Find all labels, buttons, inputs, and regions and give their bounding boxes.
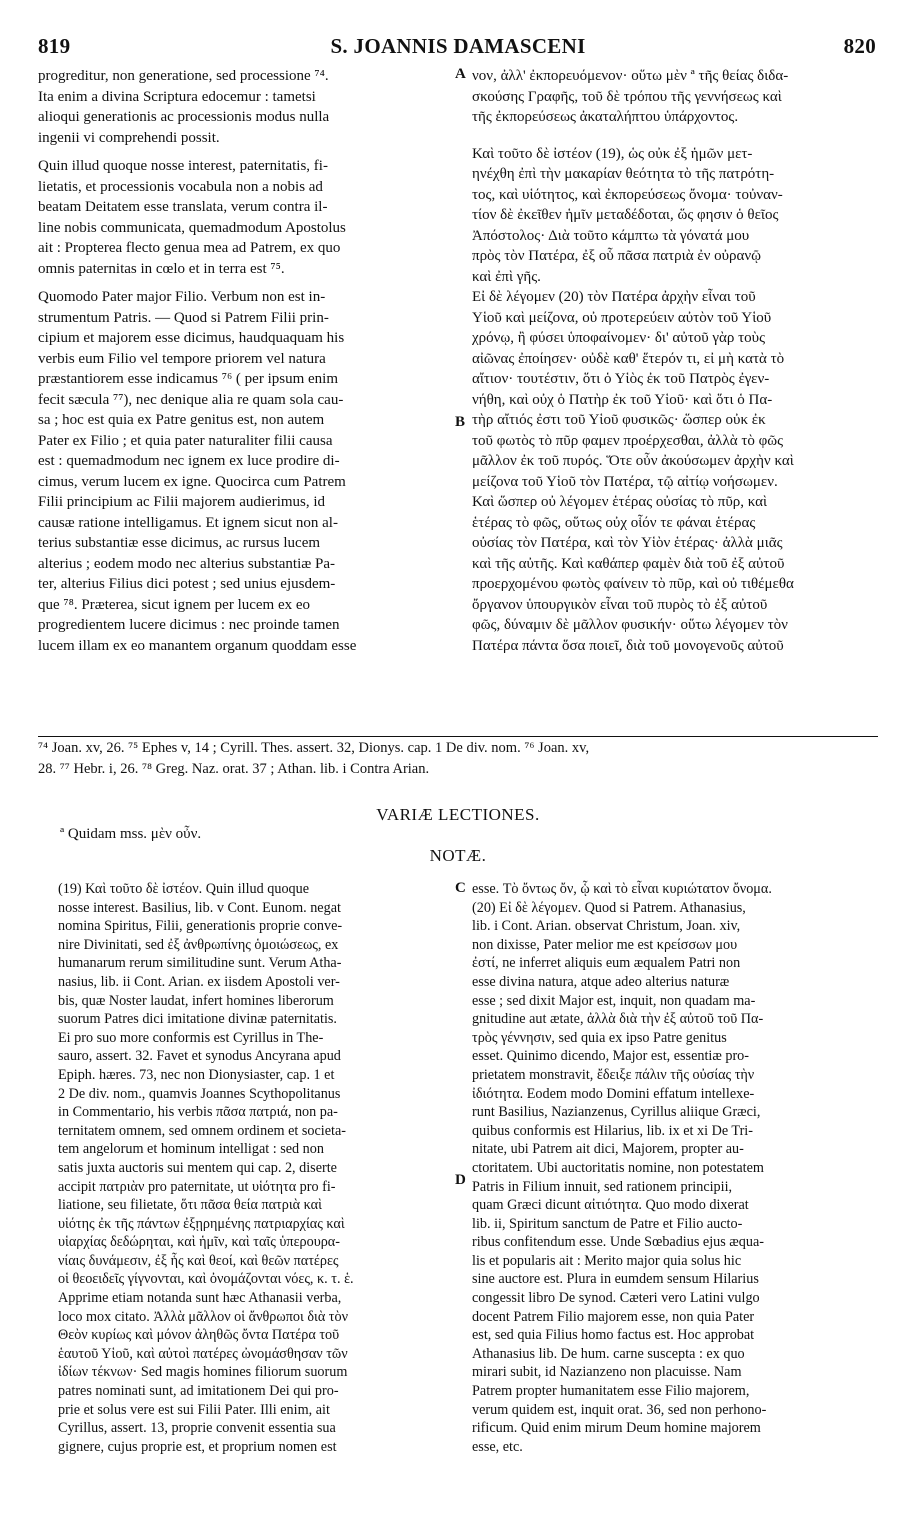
latin-text-line: terius substantiæ esse dicimus, ac rursus lucem: [38, 535, 321, 551]
greek-text-line: Καὶ ὥσπερ οὐ λέγομεν ἑτέρας οὐσίας τὸ πῦρ, καὶ: [472, 494, 768, 510]
note-line: nitate, ubi Patrem ait dici, Majorem, propter au-: [472, 1141, 744, 1158]
latin-column: [38, 66, 450, 656]
note-line: esset. Quinimo dicendo, Major est, essentiæ pro-: [472, 1048, 750, 1065]
greek-text-line: τος, καὶ υἱότητος, καὶ ἐκπορεύσεως ὄνομα· τοὐναν-: [472, 186, 783, 203]
greek-text-line: Καὶ τοῦτο δὲ ἰστέον (19), ὡς οὐκ ἐξ ἡμῶν μετ-: [472, 145, 753, 162]
greek-text-line: ὄργανον ὑπουργικὸν εἶναι τοῦ πυρὸς τὸ ἐξ αὐτοῦ: [472, 596, 768, 613]
marker-c: C: [455, 880, 466, 896]
greek-text-line: πρὸς τὸν Πατέρα, ἐξ οὗ πᾶσα πατριὰ ἐν οὐρανῷ: [472, 248, 762, 264]
greek-text-line: αἴτιον· τουτέστιν, ὅτι ὁ Υἱὸς ἐκ τοῦ Πατρὸς ἐγεν-: [472, 371, 770, 387]
latin-text-line: verbis eum Filio vel tempore priorem vel natura: [38, 350, 326, 367]
greek-text-line: αἰῶνας ἐποίησεν· οὐδὲ καθ' ἕτερόν τι, εἰ μὴ κατὰ τὸ: [472, 350, 785, 367]
note-line: runt Basilius, Nazianzenus, Cyrillus aliique Græci,: [472, 1104, 761, 1121]
greek-text-line: προερχομένου φωτὸς φαίνειν τὸ πῦρ, καὶ οὐ τιθέμεθα: [472, 576, 794, 592]
latin-text-line: lietatis, et processionis vocabula non a nobis ad: [38, 178, 323, 195]
latin-text-line: line nobis communicata, quemadmodum Apostolus: [38, 219, 346, 236]
latin-text-line: ingenii vi comprehendi possit.: [38, 129, 220, 146]
greek-text-line: Ἀπόστολος· Διὰ τοῦτο κάμπτω τὰ γόνατά μου: [472, 227, 750, 244]
note-line: congessit libro De synod. Cæteri vero Latini vulgo: [472, 1290, 760, 1307]
latin-text-line: Filii principium ac Filii majorem audierimus, id: [38, 494, 326, 510]
greek-text-line: χρόνῳ, ἢ φύσει ὑποφαίνομεν· δι' αὐτοῦ γὰρ τοὺς: [472, 330, 766, 346]
greek-text-line: ηνέχθη ἐπὶ τὴν μακαρίαν θεότητα τὸ τῆς πατρότη-: [472, 166, 775, 182]
latin-text-line: Pater ex Filio ; et quia pater naturaliter filii causa: [38, 432, 333, 449]
note-line: nasius, lib. ii Cont. Arian. ex iisdem Apostoli ver-: [58, 973, 340, 990]
note-line: 2 De div. nom., quamvis Joannes Scythopolitanus: [58, 1085, 341, 1102]
greek-text-line: Εἰ δὲ λέγομεν (20) τὸν Πατέρα ἀρχὴν εἶναι τοῦ: [472, 289, 756, 305]
note-line: verum quidem est, inquit orat. 36, sed non perhono-: [472, 1401, 767, 1418]
greek-text-line: Πατέρα πάντα ὅσα ποιεῖ, διὰ τοῦ μονογενοῦς αὐτοῦ: [472, 637, 784, 654]
note-line: lib. i Cont. Arian. observat Christum, Joan. xiv,: [472, 918, 741, 935]
note-line: bis, quæ Noster laudat, infert homines liberorum: [58, 992, 334, 1009]
notes-left-column: [58, 880, 450, 1456]
note-line: esse divina natura, atque adeo alterius naturæ: [472, 973, 730, 990]
note-line: Epiph. hæres. 73, nec non Dionysiaster, cap. 1 et: [58, 1066, 335, 1083]
note-line: τρὸς γέννησιν, sed quia ex ipso Patre genitus: [472, 1029, 727, 1046]
greek-text-line: μᾶλλον ἐκ τοῦ πυρός. Ὅτε οὖν ἀκούσωμεν ἀρχὴν καὶ: [472, 453, 794, 469]
notes-right-column: [472, 880, 880, 1456]
note-line: quibus conformis est Hilarius, lib. ix et xi De Tri-: [472, 1122, 753, 1139]
greek-text-line: τῆς ἐκπορεύσεως ἀκαταλήπτου ὑπάρχοντος.: [472, 109, 739, 125]
note-line: humanarum rerum similitudine sunt. Verum Atha-: [58, 955, 342, 972]
note-line: ἐστί, ne inferret aliquis eum æqualem Patri non: [472, 955, 741, 972]
note-line: sine auctore est. Plura in eumdem sensum Hilarius: [472, 1271, 759, 1288]
note-line: lis et popularis ait : Merito major quia solus hic: [472, 1252, 742, 1269]
note-line: nomina Spiritus, Filii, generationis proprie conve-: [58, 918, 343, 935]
note-line: rificum. Quid enim mirum Deum homine majorem: [472, 1420, 761, 1437]
latin-text-line: alterius ; eodem modo nec alterius substantiæ Pa-: [38, 555, 336, 572]
greek-text-line: ἑτέρας τὸ φῶς, οὕτως οὐχ οἷόν τε φάναι ἑτέρας: [472, 514, 756, 531]
note-line: gnitudine aut ætate, ἀλλὰ διὰ τὴν ἐξ αὐτοῦ τοῦ Πα-: [472, 1011, 764, 1028]
note-line: esse, etc.: [472, 1438, 523, 1455]
latin-text-line: Ita enim a divina Scriptura edocemur : tametsi: [38, 88, 316, 105]
note-line: esse. Τὸ ὄντως ὄν, ᾧ καὶ τὸ εἶναι κυριώτατον ὄνομα.: [472, 881, 772, 897]
notae-title: NOTÆ.: [429, 846, 487, 865]
note-line: Ei pro suo more conformis est Cyrillus in The-: [58, 1029, 324, 1046]
note-line: οἱ θεοειδεῖς γίγνονται, καὶ ὀνομάζονται νόες, κ. τ. ἑ.: [58, 1271, 354, 1288]
greek-text-line: [472, 128, 880, 136]
latin-text-line: omnis paternitas in cœlo et in terra est ⁷⁵.: [38, 260, 285, 277]
note-line: ctoritatem. Ubi auctoritatis nomine, non potestatem: [472, 1159, 764, 1176]
note-line: docent Patrem Filio majorem esse, non quia Pater: [472, 1308, 755, 1325]
note-line: est, sed quia Filius homo factus est. Hoc approbat: [472, 1327, 755, 1344]
note-line: gignere, cujus proprie est, et proprium nomen est: [58, 1438, 337, 1455]
latin-text-line: cipium et majorem esse dicimus, haudquaquam his: [38, 330, 345, 346]
latin-text-line: alioqui generationis ac processionis modus nulla: [38, 109, 330, 125]
note-line: ἰδίων τέκνων· Sed magis homines filiorum suorum: [58, 1364, 348, 1381]
latin-text-line: progredientem lucere dicimus : nec proinde tamen: [38, 617, 340, 633]
latin-text-line: progreditur, non generatione, sed processione ⁷⁴.: [38, 68, 329, 84]
greek-text-line: τοῦ φωτὸς τὸ πῦρ φαμεν προέρχεσθαι, ἀλλὰ τὸ φῶς: [472, 432, 784, 449]
footnote-line: ⁷⁴ Joan. xv, 26. ⁷⁵ Ephes v, 14 ; Cyrill. Thes. assert. 32, Dionys. cap. 1 De div. nom. ⁷⁶ Joan. xv,: [38, 740, 590, 756]
note-line: loco mox citato. Ἀλλὰ μᾶλλον οἱ ἄνθρωποι διὰ τὸν: [58, 1308, 349, 1325]
latin-text-line: cimus, verum lucem ex igne. Quocirca cum Patrem: [38, 473, 346, 490]
note-line: ἰδιότητα. Eodem modo Domini effatum intellexe-: [472, 1085, 755, 1102]
note-line: suorum Patres dici imitatione divinæ paternitatis.: [58, 1011, 337, 1028]
latin-text-line: Quomodo Pater major Filio. Verbum non est in-: [38, 289, 326, 305]
latin-text-line: est : quemadmodum nec ignem ex luce prodire di-: [38, 453, 340, 469]
note-line: Patrem propter humanitatem esse Filio majorem,: [472, 1383, 750, 1400]
latin-text-line: fecit sæcula ⁷⁷), nec denique alia re quam sola cau-: [38, 391, 344, 408]
variae-lectiones-note: ª Quidam mss. μὲν οὖν.: [60, 826, 202, 842]
note-line: Apprime etiam notanda sunt hæc Athanasii verba,: [58, 1290, 342, 1307]
note-line: υἱότης ἐκ τῆς πάντων ἐξῃρημένης πατριαρχίας καὶ: [58, 1215, 345, 1232]
left-page-number: 819: [38, 34, 71, 58]
note-line: esse ; sed dixit Major est, inquit, non quadam ma-: [472, 992, 756, 1009]
latin-text-line: Quin illud quoque nosse interest, paternitatis, fi-: [38, 158, 328, 174]
latin-text-line: strumentum Patris. — Quod si Patrem Filii prin-: [38, 309, 329, 326]
greek-text-line: οὐσίας τὸν Πατέρα, καὶ τὸν Υἱὸν ἑτέρας· ἀλλὰ μιᾶς: [472, 535, 783, 551]
note-line: Cyrillus, assert. 13, proprie convenit essentia sua: [58, 1420, 336, 1437]
note-line: nosse interest. Basilius, lib. v Cont. Eunom. negat: [58, 899, 341, 916]
greek-text-line: Υἱοῦ καὶ μείζονα, οὐ προτερεύειν αὐτὸν τοῦ Υἱοῦ: [472, 309, 772, 326]
note-line: sauro, assert. 32. Favet et synodus Ancyrana apud: [58, 1048, 341, 1065]
footnote-line: 28. ⁷⁷ Hebr. i, 26. ⁷⁸ Greg. Naz. orat. 37 ; Athan. lib. i Contra Arian.: [38, 761, 430, 777]
note-line: ribus confitendum esse. Unde Sœbadius ejus æqua-: [472, 1234, 764, 1251]
marker-b: B: [455, 414, 466, 430]
greek-text-line: [472, 136, 880, 144]
latin-text-line: [38, 148, 450, 156]
running-title: S. JOANNIS DAMASCENI: [330, 34, 586, 58]
note-line: tem angelorum et hominum intelligat : sed non: [58, 1141, 324, 1158]
latin-text-line: beatam Deitatem esse translata, verum contra il-: [38, 199, 328, 215]
footnote-rule: [38, 736, 878, 737]
note-line: (19) Καὶ τοῦτο δὲ ἰστέον. Quin illud quoque: [58, 881, 310, 897]
latin-text-line: ait : Propterea flecto genua mea ad Patrem, ex quo: [38, 240, 341, 256]
note-line: Patris in Filium innuit, sed rationem principii,: [472, 1178, 733, 1195]
note-line: mirari subit, id Nazianzeno non placuisse. Nam: [472, 1364, 742, 1381]
note-line: nire Divinitati, sed ἐξ ἀνθρωπίνης ὁμοιώσεως, ex: [58, 936, 339, 953]
greek-text-line: φῶς, δύναμιν δὲ μᾶλλον φυσικήν· οὕτω λέγομεν τὸν: [472, 617, 788, 633]
note-line: νίαις δυνάμεσιν, ἐξ ἧς καὶ θεοί, καὶ θεῶν πατέρες: [58, 1252, 339, 1269]
greek-text-line: καὶ ἐπὶ γῆς.: [472, 268, 541, 285]
greek-text-line: νήθη, καὶ οὐχ ὁ Πατὴρ ἐκ τοῦ Υἱοῦ· καὶ ὅτι ὁ Πα-: [472, 391, 773, 408]
note-line: prietatem monstravit, ἔδειξε πάλιν τῆς οὐσίας τὴν: [472, 1066, 755, 1083]
greek-column: [472, 66, 880, 656]
latin-text-line: lucem illam ex eo manantem organum quoddam esse: [38, 637, 357, 654]
greek-text-line: σκούσης Γραφῆς, τοῦ δὲ τρόπου τῆς γεννήσεως καὶ: [472, 88, 782, 105]
latin-text-line: [38, 279, 450, 287]
latin-text-line: præstantiorem esse indicamus ⁷⁶ ( per ipsum enim: [38, 371, 338, 387]
greek-text-line: τὴρ αἴτιός ἐστι τοῦ Υἱοῦ φυσικῶς· ὥσπερ οὐκ ἐκ: [472, 412, 766, 428]
greek-text-line: καὶ τῆς αὐτῆς. Καὶ καθάπερ φαμὲν διὰ τοῦ ἐξ αὐτοῦ: [472, 555, 785, 572]
note-line: patres nominati sunt, ad imitationem Dei qui pro-: [58, 1383, 339, 1400]
latin-text-line: causæ ratione intelligamus. Et ignem sicut non al-: [38, 514, 338, 531]
note-line: υἱαρχίας δεδώρηται, καὶ ἡμῖν, καὶ ταῖς ὑπερουρα-: [58, 1234, 340, 1251]
note-line: Θεὸν κυρίως καὶ μόνον ἀληθῶς ὄντα Πατέρα τοῦ: [58, 1327, 340, 1344]
footnotes: [38, 738, 880, 780]
note-line: ἑαυτοῦ Υἱοῦ, καὶ αὐτοὶ πατέρες ὠνομάσθησαν τῶν: [58, 1345, 348, 1362]
note-line: quam Græci dicunt αἰτιότητα. Quo modo dixerat: [472, 1197, 749, 1214]
latin-text-line: sa ; hoc est quia ex Patre genitus est, non autem: [38, 412, 325, 428]
right-page-number: 820: [843, 34, 876, 58]
note-line: ternitatem omnem, sed omnem ordinem et societa-: [58, 1122, 346, 1139]
variae-lectiones-title: VARIÆ LECTIONES.: [376, 805, 540, 824]
latin-text-line: ter, alterius Filius dici potest ; sed unius ejusdem-: [38, 576, 336, 592]
greek-text-line: μείζονα τοῦ Υἱοῦ τὸν Πατέρα, τῷ αἰτίῳ νοήσωμεν.: [472, 473, 778, 490]
note-line: Athanasius lib. De hum. carne suscepta : ex quo: [472, 1345, 745, 1362]
note-line: in Commentario, his verbis πᾶσα πατριά, non pa-: [58, 1104, 338, 1121]
marker-d: D: [455, 1172, 466, 1188]
latin-text-line: que ⁷⁸. Præterea, sicut ignem per lucem ex eo: [38, 596, 311, 613]
marker-a: A: [455, 66, 466, 82]
note-line: (20) Εἰ δὲ λέγομεν. Quod si Patrem. Athanasius,: [472, 899, 746, 916]
note-line: prie et solus vere est sui Filii Pater. Illi enim, ait: [58, 1401, 330, 1418]
greek-text-line: τίον δὲ ἐκεῖθεν ἡμῖν μεταδέδοται, ὥς φησιν ὁ θεῖος: [472, 207, 779, 223]
note-line: satis juxta auctoris sui mentem qui cap. 2, diserte: [58, 1159, 337, 1176]
note-line: non dixisse, Pater melior me est κρείσσων μου: [472, 936, 738, 953]
note-line: lib. ii, Spiritum sanctum de Patre et Filio aucto-: [472, 1215, 743, 1232]
greek-text-line: νον, ἀλλ' ἐκπορευόμενον· οὕτω μὲν ª τῆς θείας διδα-: [472, 68, 789, 84]
note-line: liatione, seu filietate, ὅτι πᾶσα θεία πατριὰ καὶ: [58, 1197, 322, 1214]
note-line: accipit πατριὰν pro paternitate, ut υἱότητα pro fi-: [58, 1178, 336, 1195]
